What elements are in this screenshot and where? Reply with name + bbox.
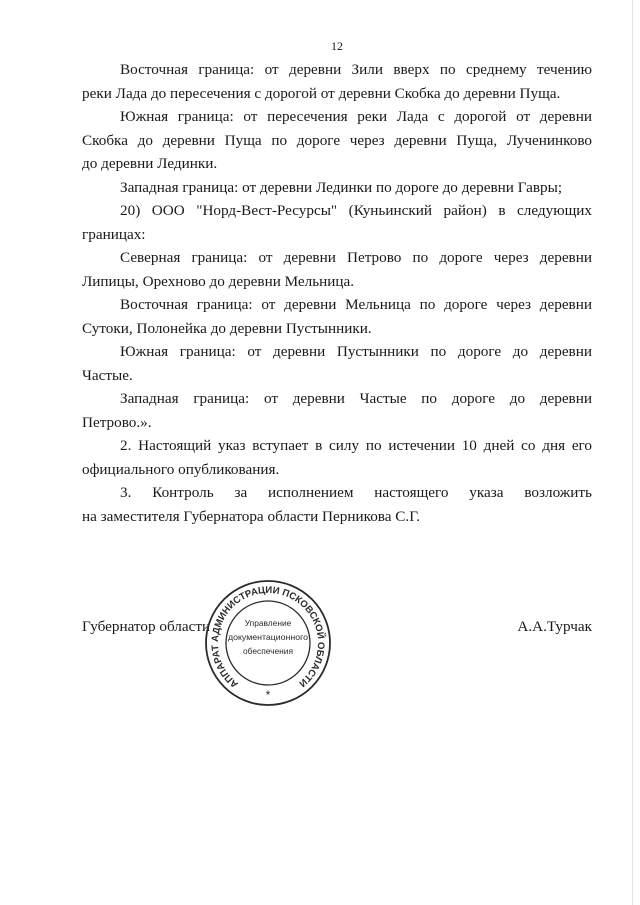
stamp-center-line: обеспечения	[243, 646, 293, 656]
paragraph	[82, 293, 592, 340]
official-stamp	[200, 575, 336, 711]
text-line: Северная граница: от деревни Петрово по дороге через деревни	[120, 249, 592, 266]
paragraph	[82, 340, 592, 387]
text-line: Сутоки, Полонейка до деревни Пустынники.	[82, 319, 372, 337]
stamp-ring-text-path: АППАРАТ АДМИНИСТРАЦИИ ПСКОВСКОЙ ОБЛАСТИ	[209, 584, 327, 690]
text-line: Скобка до деревни Пуща по дороге через деревни Пуща, Лученинково	[82, 131, 592, 149]
text-line: Западная граница: от деревни Частые по дороге до деревни	[120, 390, 592, 407]
scan-edge-line	[632, 0, 633, 905]
signatory-name: А.А.Турчак	[517, 618, 592, 635]
paragraph	[82, 387, 592, 434]
text-line: Липицы, Орехново до деревни Мельница.	[82, 272, 355, 290]
signatory-position: Губернатор области	[82, 618, 211, 635]
text-line: Южная граница: от пересечения реки Лада с дорогой от деревни	[120, 108, 592, 125]
paragraph	[82, 199, 592, 246]
text-line: Западная граница: от деревни Лединки по дороге до деревни Гавры;	[120, 178, 563, 196]
text-line: 3. Контроль за исполнением настоящего указа возложить	[120, 484, 592, 501]
text-line: Восточная граница: от деревни Мельница по дороге через деревни	[120, 296, 592, 313]
stamp-outer-circle	[206, 581, 330, 705]
text-line: на заместителя Губернатора области Перникова С.Г.	[82, 507, 421, 525]
text-line: реки Лада до пересечения с дорогой от деревни Скобка до деревни Пуща.	[82, 84, 561, 102]
text-line: границах:	[82, 225, 146, 243]
text-line: Восточная граница: от деревни Зили вверх по среднему течению	[120, 61, 592, 78]
stamp-center-line: документационного	[228, 632, 309, 642]
text-line: 20) ООО "Норд-Вест-Ресурсы" (Куньинский район) в следующих	[120, 202, 592, 219]
paragraph	[82, 176, 592, 200]
text-line: до деревни Лединки.	[82, 155, 218, 172]
stamp-inner-circle	[226, 601, 310, 685]
paragraph	[82, 481, 592, 528]
stamp-star-icon: *	[265, 688, 271, 702]
text-line: официального опубликования.	[82, 460, 280, 478]
paragraph	[82, 434, 592, 481]
text-line: Петрово.».	[82, 413, 152, 431]
page-number: 12	[331, 39, 343, 53]
text-line: Южная граница: от деревни Пустынники по дороге до деревни	[120, 343, 592, 360]
document-body	[82, 58, 592, 528]
paragraph	[82, 58, 592, 105]
text-line: Частые.	[82, 366, 133, 384]
text-line: 2. Настоящий указ вступает в силу по истечении 10 дней со дня его	[120, 437, 592, 454]
stamp-center-line: Управление	[244, 618, 292, 628]
paragraph	[82, 246, 592, 293]
signature-block	[82, 615, 592, 639]
paragraph	[82, 105, 592, 176]
